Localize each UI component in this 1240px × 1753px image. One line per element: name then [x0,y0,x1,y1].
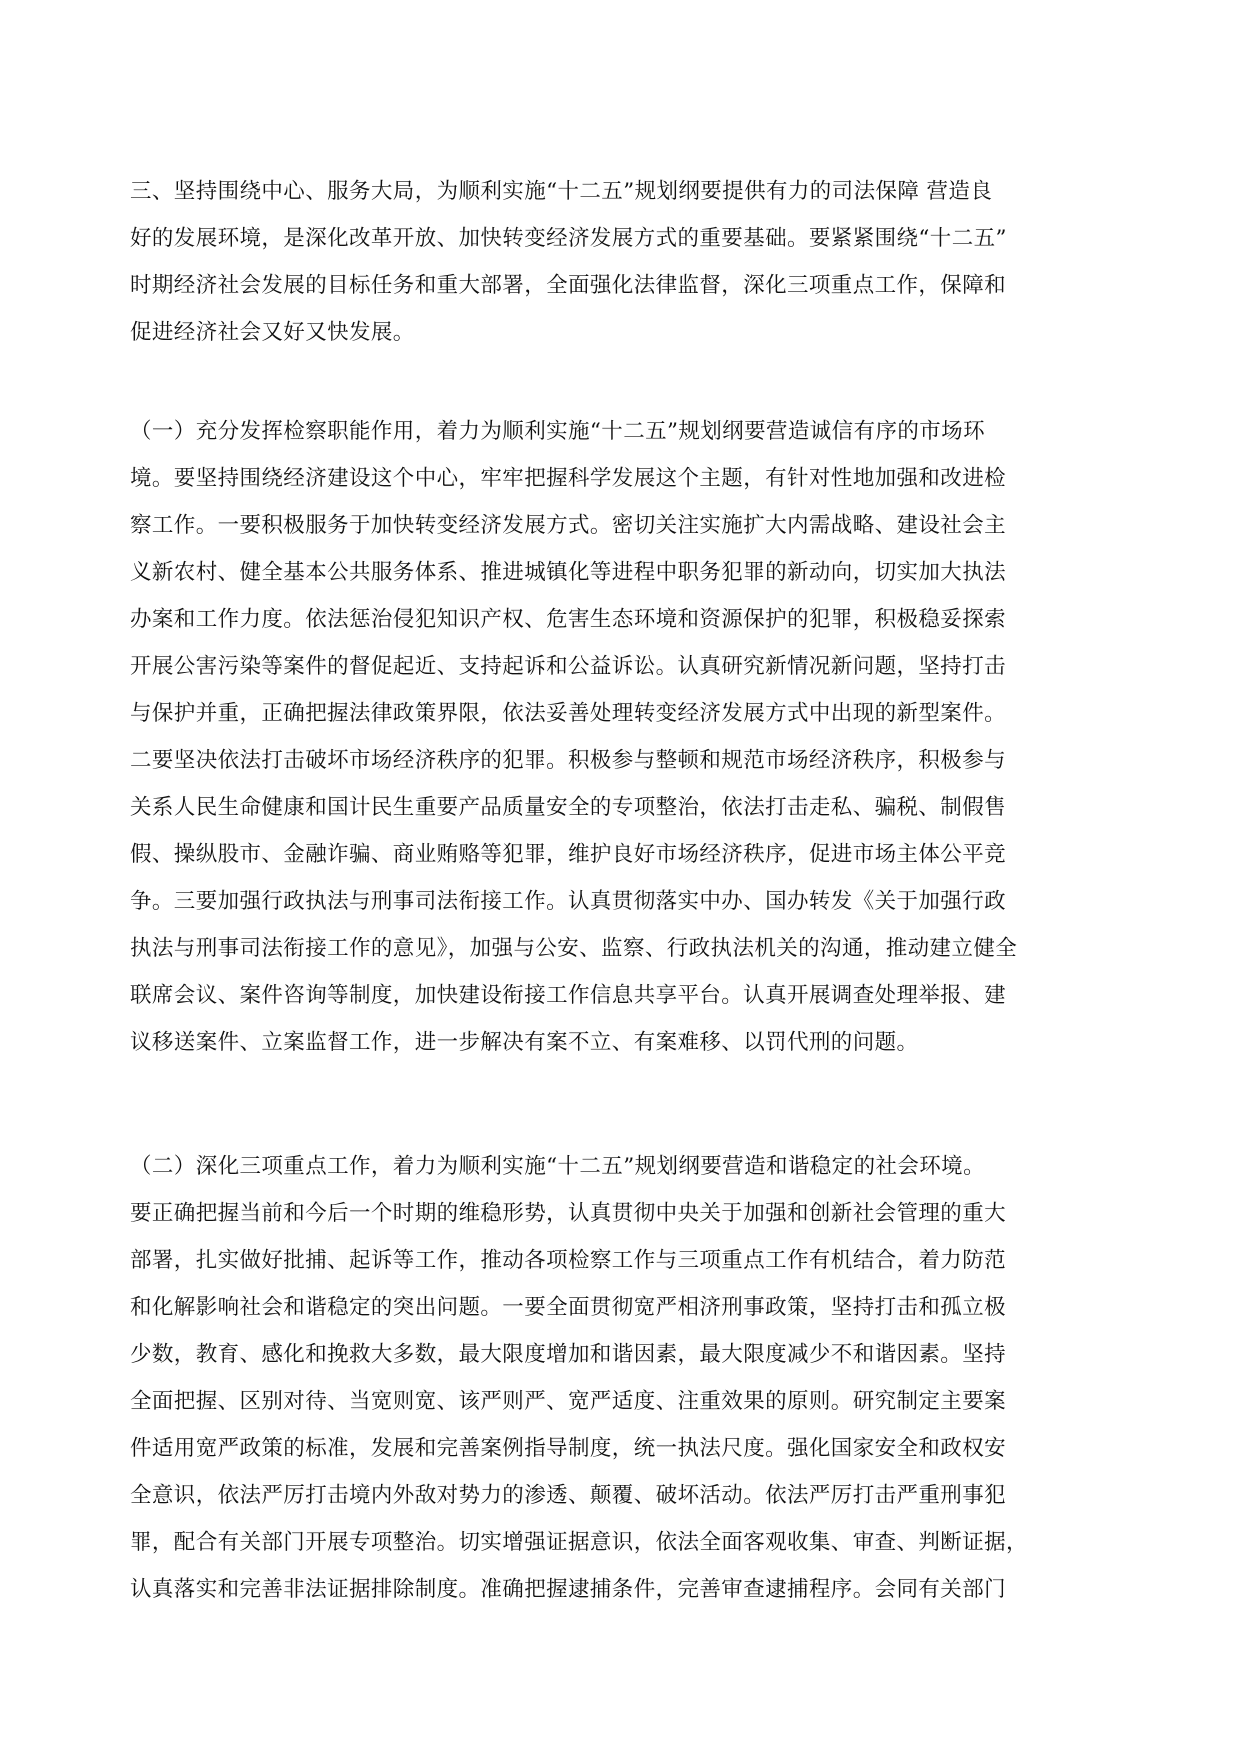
text-line: 联席会议、案件咨询等制度，加快建设衔接工作信息共享平台。认真开展调查处理举报、建 [130,983,1007,1008]
text-line: 议移送案件、立案监督工作，进一步解决有案不立、有案难移、以罚代刑的问题。 [130,1030,919,1055]
text-line: 察工作。一要积极服务于加快转变经济发展方式。密切关注实施扩大内需战略、建设社会主 [130,513,1007,538]
text-line: 好的发展环境，是深化改革开放、加快转变经济发展方式的重要基础。要紧紧围绕“十二五” [130,226,1007,251]
text-line: 执法与刑事司法衔接工作的意见》，加强与公安、监察、行政执法机关的沟通，推动建立健全 [130,936,1018,961]
text-line: 三、坚持围绕中心、服务大局，为顺利实施“十二五”规划纲要提供有力的司法保障 营造良 [130,179,993,204]
text-line: 认真落实和完善非法证据排除制度。准确把握逮捕条件，完善审查逮捕程序。会同有关部门 [130,1577,1007,1602]
text-line: 全意识，依法严厉打击境内外敌对势力的渗透、颠覆、破坏活动。依法严厉打击严重刑事犯 [130,1483,1007,1508]
text-line: 境。要坚持围绕经济建设这个中心，牢牢把握科学发展这个主题，有针对性地加强和改进检 [130,466,1007,491]
text-line: 全面把握、区别对待、当宽则宽、该严则严、宽严适度、注重效果的原则。研究制定主要案 [130,1389,1007,1414]
text-line: 少数，教育、感化和挽救大多数，最大限度增加和谐因素，最大限度减少不和谐因素。坚持 [130,1342,1007,1367]
text-line: 开展公害污染等案件的督促起近、支持起诉和公益诉讼。认真研究新情况新问题，坚持打击 [130,654,1007,679]
text-line: 促进经济社会又好又快发展。 [130,320,415,345]
text-line: 部署，扎实做好批捕、起诉等工作，推动各项检察工作与三项重点工作有机结合，着力防范 [130,1248,1007,1273]
text-line: 时期经济社会发展的目标任务和重大部署，全面强化法律监督，深化三项重点工作，保障和 [130,273,1007,298]
paragraph-item-1 [130,408,1130,1066]
paragraph-item-2 [130,1143,1130,1613]
paragraph-section-3 [130,168,1130,356]
text-line: 假、操纵股市、金融诈骗、商业贿赂等犯罪，维护良好市场经济秩序，促进市场主体公平竞 [130,842,1007,867]
text-line: （一）充分发挥检察职能作用，着力为顺利实施“十二五”规划纲要营造诚信有序的市场环 [130,419,985,444]
text-line: 罪，配合有关部门开展专项整治。切实增强证据意识，依法全面客观收集、审查、判断证据， [130,1530,1028,1555]
text-line: 义新农村、健全基本公共服务体系、推进城镇化等进程中职务犯罪的新动向，切实加大执法 [130,560,1007,585]
text-line: 要正确把握当前和今后一个时期的维稳形势，认真贯彻中央关于加强和创新社会管理的重大 [130,1201,1007,1226]
text-line: 办案和工作力度。依法惩治侵犯知识产权、危害生态环境和资源保护的犯罪，积极稳妥探索 [130,607,1007,632]
text-line: 二要坚决依法打击破坏市场经济秩序的犯罪。积极参与整顿和规范市场经济秩序，积极参与 [130,748,1007,773]
text-line: 与保护并重，正确把握法律政策界限，依法妥善处理转变经济发展方式中出现的新型案件。 [130,701,1007,726]
text-line: 争。三要加强行政执法与刑事司法衔接工作。认真贯彻落实中办、国办转发《关于加强行政 [130,889,1007,914]
text-line: 件适用宽严政策的标准，发展和完善案例指导制度，统一执法尺度。强化国家安全和政权安 [130,1436,1007,1461]
text-line: （二）深化三项重点工作，着力为顺利实施“十二五”规划纲要营造和谐稳定的社会环境。 [130,1154,985,1179]
text-line: 关系人民生命健康和国计民生重要产品质量安全的专项整治，依法打击走私、骗税、制假售 [130,795,1007,820]
text-line: 和化解影响社会和谐稳定的突出问题。一要全面贯彻宽严相济刑事政策，坚持打击和孤立极 [130,1295,1007,1320]
